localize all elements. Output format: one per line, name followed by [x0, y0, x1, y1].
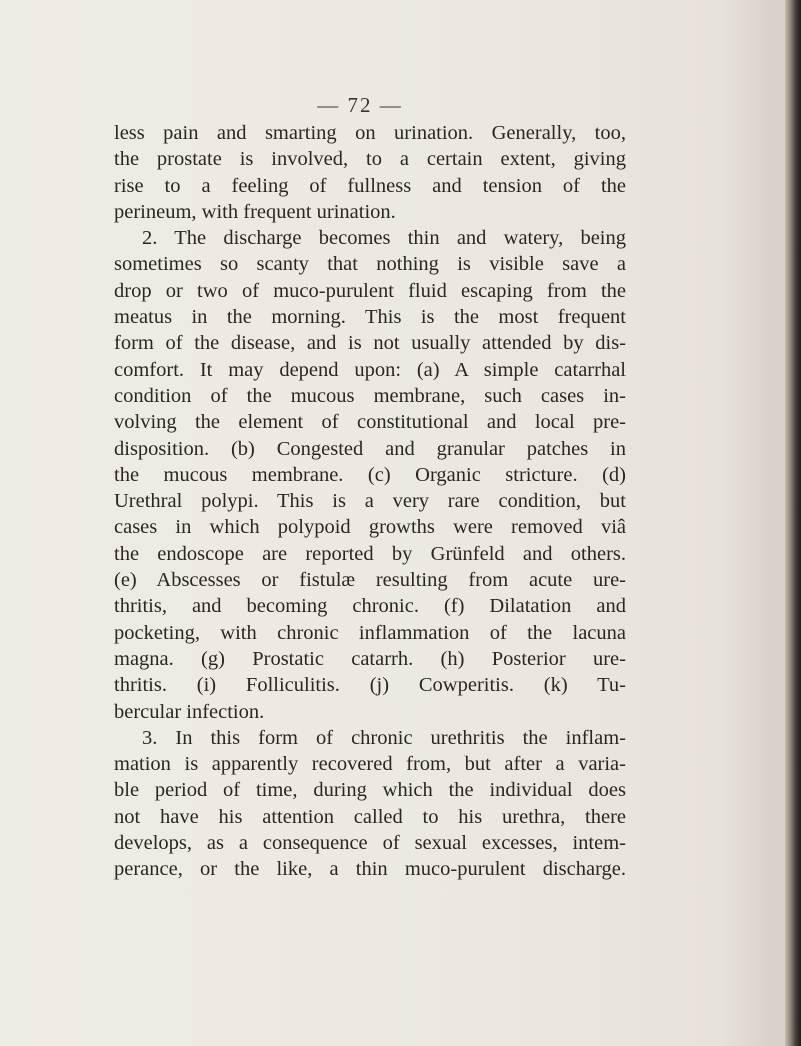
text-line: condition of the mucous membrane, such cases in- [114, 384, 626, 407]
text-line: rise to a feeling of fullness and tension of the [114, 174, 626, 197]
text-line: thritis, and becoming chronic. (f) Dilatation and [114, 595, 626, 618]
body-text [114, 120, 626, 883]
text-line: Urethral polypi. This is a very rare condition, but [114, 490, 626, 513]
text-line: disposition. (b) Congested and granular patches in [114, 437, 626, 460]
text-line: 2. The discharge becomes thin and watery, being [142, 227, 626, 250]
text-line: volving the element of constitutional and local pre- [114, 411, 626, 434]
text-line: comfort. It may depend upon: (a) A simple catarrhal [114, 358, 626, 381]
text-line: (e) Abscesses or fistulæ resulting from acute ure- [114, 569, 626, 592]
text-line: cases in which polypoid growths were removed viâ [114, 516, 626, 539]
text-line: drop or two of muco-purulent fluid escaping from the [114, 279, 626, 302]
text-line: perance, or the like, a thin muco-purulent discharge. [114, 858, 626, 881]
text-line: sometimes so scanty that nothing is visible save a [114, 253, 626, 276]
text-line: mation is apparently recovered from, but after a varia- [114, 753, 626, 776]
text-line: the prostate is involved, to a certain extent, giving [114, 148, 626, 171]
text-line: not have his attention called to his urethra, there [114, 805, 626, 828]
text-line: less pain and smarting on urination. Generally, too, [114, 122, 626, 144]
text-line: the mucous membrane. (c) Organic stricture. (d) [114, 463, 626, 486]
text-line: form of the disease, and is not usually attended by dis- [114, 332, 626, 355]
page-number: — 72 — [317, 93, 403, 117]
text-line: 3. In this form of chronic urethritis the inflam- [142, 726, 626, 749]
text-line: bercular infection. [114, 700, 265, 723]
text-line: magna. (g) Prostatic catarrh. (h) Posterior ure- [114, 647, 626, 670]
text-line: pocketing, with chronic inflammation of the lacuna [114, 621, 626, 644]
book-spine-edge [785, 0, 801, 1046]
text-line: meatus in the morning. This is the most frequent [114, 306, 626, 329]
text-line: develops, as a consequence of sexual excesses, intem- [114, 832, 626, 855]
text-line: thritis. (i) Folliculitis. (j) Cowperitis. (k) Tu- [114, 674, 626, 697]
text-line: perineum, with frequent urination. [114, 200, 396, 223]
text-line: the endoscope are reported by Grünfeld and others. [114, 542, 626, 565]
text-line: ble period of time, during which the individual does [114, 779, 626, 802]
